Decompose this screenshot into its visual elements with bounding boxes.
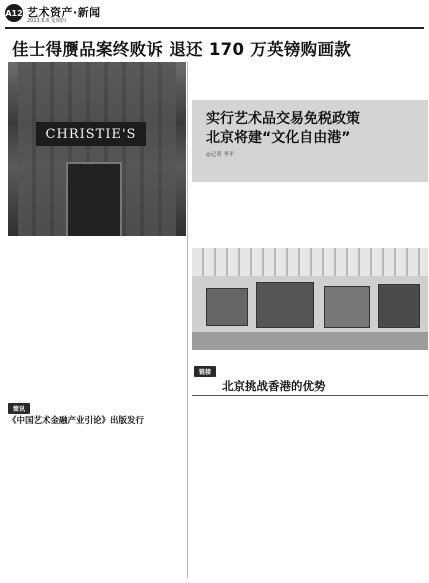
page-number-badge: A12 bbox=[5, 4, 23, 22]
panel-title-line2: 北京将建“文化自由港” bbox=[206, 130, 351, 146]
artwork bbox=[256, 282, 314, 328]
news-tag: 简讯 bbox=[8, 403, 30, 414]
building-entrance bbox=[66, 162, 122, 236]
artwork bbox=[206, 288, 248, 326]
link-subhead: 北京挑战香港的优势 bbox=[222, 379, 326, 393]
main-headline: 佳士得赝品案终败诉 退还 170 万英镑购画款 bbox=[12, 40, 352, 59]
issue-date: 2013.6.6 星期四 bbox=[27, 18, 66, 24]
section-title: 艺术资产·新闻 bbox=[27, 6, 101, 19]
gallery-ceiling bbox=[192, 248, 428, 276]
link-tag: 链接 bbox=[194, 366, 216, 377]
column-divider bbox=[187, 62, 188, 578]
panel-title-line1: 实行艺术品交易免税政策 bbox=[206, 111, 360, 127]
header-rule bbox=[5, 27, 424, 29]
gallery-floor bbox=[192, 332, 428, 350]
panel-byline: ◎记者 李平 bbox=[206, 152, 235, 158]
artwork bbox=[324, 286, 370, 328]
book-title: 《中国艺术金融产业引论》出版发行 bbox=[8, 416, 145, 426]
christies-building-photo bbox=[8, 62, 186, 236]
subhead-rule bbox=[192, 395, 428, 396]
artwork bbox=[378, 284, 420, 328]
christies-sign: CHRISTIE'S bbox=[36, 122, 146, 146]
gallery-photo bbox=[192, 248, 428, 350]
